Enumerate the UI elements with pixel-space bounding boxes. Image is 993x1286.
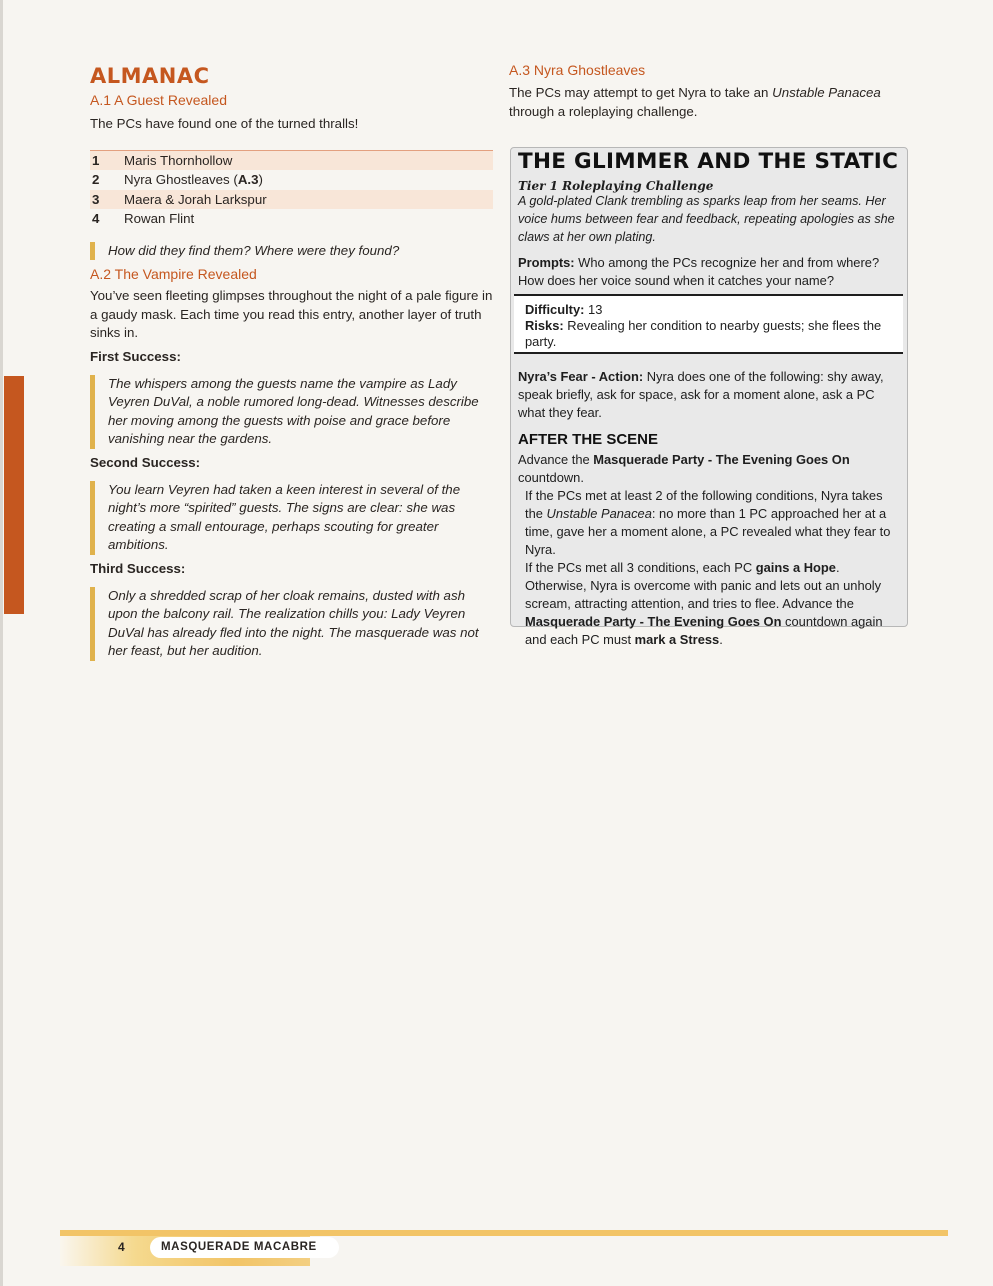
a1-title: A.1 A Guest Revealed (90, 92, 227, 108)
a1-question: How did they find them? Where were they found? (90, 242, 493, 261)
book-title: MASQUERADE MACABRE (150, 1237, 339, 1258)
a3-intro: The PCs may attempt to get Nyra to take an Unstable Panacea through a roleplaying challenge. (509, 85, 881, 119)
challenge-box (510, 147, 908, 647)
fear-action: Nyra’s Fear - Action: Nyra does one of the following: shy away, speak briefly, ask for space, ask for a moment alone, ask a PC what they fear. (518, 369, 884, 420)
left-column (90, 62, 493, 661)
a2-intro: You’ve seen fleeting glimpses throughout the night of a pale figure in a gaudy mask. Each time you read this entry, another layer of truth sinks in. (90, 288, 493, 340)
a1-intro: The PCs have found one of the turned thralls! (90, 116, 359, 131)
a2-title: A.2 The Vampire Revealed (90, 266, 257, 282)
almanac-heading: ALMANAC (90, 64, 210, 88)
a3-title: A.3 Nyra Ghostleaves (509, 62, 646, 78)
page-edge (0, 0, 3, 1286)
difficulty: Difficulty: 13 (525, 302, 603, 317)
after-scene-text: Advance the Masquerade Party - The Evening Goes On countdown. If the PCs met at least 2 of the following conditions, Nyra takes the Unstable Panacea: no more than 1 PC approached her at a time, gave her a moment alone, a PC revealed what they fear to Nyra. If the PCs met all 3 conditions, each PC gains a Hope. Otherwise, Nyra is overcome with panic and lets out an unholy scream, attracting attention, and tries to flee. Advance the Masquerade Party - The Evening Goes On countdown again and each PC must mark a Stress. (518, 452, 891, 647)
risks: Risks: Revealing her condition to nearby guests; she flees the party. (525, 318, 882, 349)
list-item: 1 Maris Thornhollow (90, 151, 493, 171)
list-item: 3 Maera & Jorah Larkspur (90, 190, 493, 210)
challenge-title: THE GLIMMER AND THE STATIC (518, 149, 899, 174)
challenge-tier: Tier 1 Roleplaying Challenge (518, 179, 714, 193)
third-success-text: Only a shredded scrap of her cloak remains, dusted with ash upon the balcony rail. The realization chills you: Lady Veyren DuVal has already fled into the night. The masquerade was not her feast, but her audition. (90, 587, 493, 661)
challenge-prompts: Prompts: Who among the PCs recognize her and from where? How does her voice sound when it catches your name? (518, 255, 880, 288)
right-column (509, 62, 909, 121)
difficulty-panel (514, 294, 903, 354)
first-success-text: The whispers among the guests name the vampire as Lady Veyren DuVal, a noble rumored long-dead. Witnesses describe her moving among the guests with poise and grace before vanishing near the gardens. (90, 375, 493, 449)
after-scene-heading: AFTER THE SCENE (518, 431, 659, 448)
list-item: 4 Rowan Flint (92, 211, 195, 227)
challenge-description: A gold-plated Clank trembling as sparks leap from her seams. Her voice hums between fear and feedback, repeating apologies as she claws at her own plating. (518, 194, 895, 244)
second-success-label: Second Success: (90, 454, 201, 470)
first-success-label: First Success: (90, 348, 181, 364)
thrall-list (90, 150, 493, 229)
third-success-label: Third Success: (90, 560, 186, 576)
second-success-text: You learn Veyren had taken a keen interest in several of the night’s more “spirited” guests. The signs are clear: she was creating a small entourage, perhaps scouting for greater ambitions. (90, 481, 493, 555)
page-number: 4 (118, 1240, 125, 1254)
chapter-tab (4, 376, 24, 614)
list-item: 2 Nyra Ghostleaves (A.3) (92, 172, 263, 188)
